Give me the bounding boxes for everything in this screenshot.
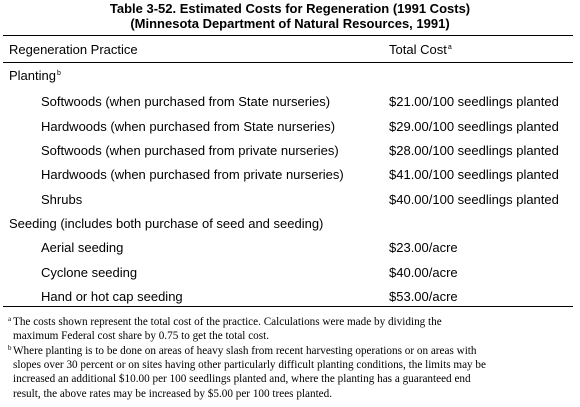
footnote-mark: b xyxy=(8,344,12,352)
row-cost: $40.00/acre xyxy=(389,265,458,280)
footnote-line: maximum Federal cost share by 0.75 to get the total cost. xyxy=(13,330,270,343)
footnote-a xyxy=(8,315,574,343)
row-cost: $28.00/100 seedlings planted xyxy=(389,143,559,158)
footnote-line: slopes over 30 percent or on sites having other particularly difficult planting conditions, the limits may be xyxy=(13,359,486,372)
row-practice: Hand or hot cap seeding xyxy=(41,289,183,304)
column-header-cost-label: Total Cost xyxy=(389,42,447,57)
footnote-mark: a xyxy=(8,315,12,323)
footnote-line: The costs shown represent the total cost of the practice. Calculations were made by dividing the xyxy=(13,316,442,328)
row-practice: Hardwoods (when purchased from State nurseries) xyxy=(41,119,336,134)
header-rule xyxy=(3,62,573,63)
group-label-seeding: Seeding (includes both purchase of seed and seeding) xyxy=(9,216,324,231)
row-cost: $29.00/100 seedlings planted xyxy=(389,119,559,134)
row-practice: Hardwoods (when purchased from private nurseries) xyxy=(41,167,344,182)
row-cost: $40.00/100 seedlings planted xyxy=(389,192,559,207)
column-header-practice: Regeneration Practice xyxy=(9,42,138,57)
footnote-ref-a: a xyxy=(447,44,452,51)
row-practice: Cyclone seeding xyxy=(41,265,138,280)
footnote-line: Where planting is to be done on areas of heavy slash from recent harvesting operations or on areas with xyxy=(13,345,477,357)
footnote-line: increased an additional $10.00 per 100 seedlings planted and, where the planting has a guaranteed end xyxy=(13,373,471,386)
column-header-cost xyxy=(389,42,452,58)
row-cost: $21.00/100 seedlings planted xyxy=(389,94,559,109)
group-label-text: Planting xyxy=(9,68,56,83)
row-cost: $41.00/100 seedlings planted xyxy=(389,167,559,182)
footnote-line: result, the above rates may be increased by $5.00 per 100 trees planted. xyxy=(13,387,333,400)
footnote-b xyxy=(8,344,574,401)
group-label-planting xyxy=(9,68,61,84)
top-rule xyxy=(3,35,573,36)
table-title: Table 3-52. Estimated Costs for Regeneration (1991 Costs) xyxy=(109,1,471,16)
footnote-ref-b: b xyxy=(56,70,61,77)
row-practice: Softwoods (when purchased from private nurseries) xyxy=(41,143,339,158)
bottom-rule xyxy=(3,306,573,307)
row-cost: $23.00/acre xyxy=(389,240,458,255)
row-cost: $53.00/acre xyxy=(389,289,458,304)
row-practice: Shrubs xyxy=(41,192,83,207)
row-practice: Aerial seeding xyxy=(41,240,124,255)
table-subtitle: (Minnesota Department of Natural Resources, 1991) xyxy=(130,16,450,31)
row-practice: Softwoods (when purchased from State nurseries) xyxy=(41,94,331,109)
